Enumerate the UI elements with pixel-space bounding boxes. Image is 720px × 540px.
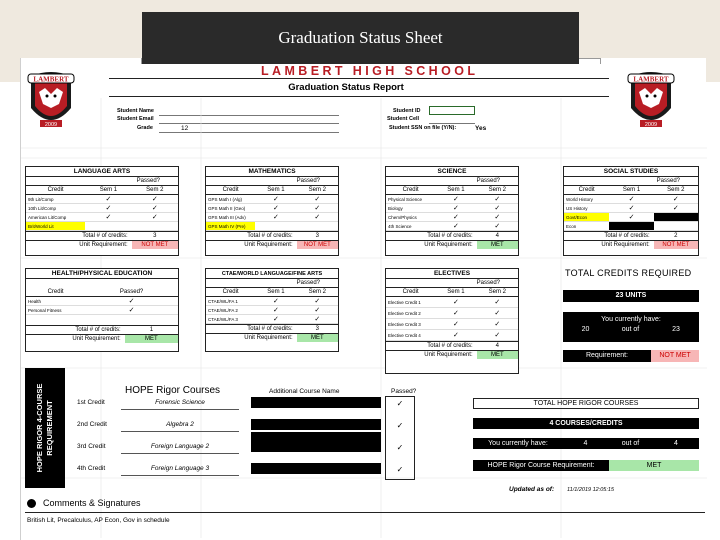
check-icon[interactable]: ✓ xyxy=(151,214,158,221)
course-name[interactable]: Foreign Language 2 xyxy=(121,440,239,454)
check-icon[interactable]: ✓ xyxy=(494,223,501,230)
check-icon[interactable]: ✓ xyxy=(453,321,459,328)
science-requirement xyxy=(386,240,518,249)
hope-row-4 xyxy=(77,462,239,475)
col-credit: Credit xyxy=(402,289,419,295)
check-icon[interactable]: ✓ xyxy=(494,205,501,212)
col-credit: Credit xyxy=(47,187,64,193)
requirement-label: Requirement: xyxy=(563,350,651,362)
credit-name: GPS Math I (Alg) xyxy=(208,197,243,202)
check-icon[interactable]: ✓ xyxy=(314,307,321,314)
check-icon[interactable]: ✓ xyxy=(396,421,404,430)
slide-title: Graduation Status Sheet xyxy=(278,28,443,47)
credit-name: Elective Credit 4 xyxy=(388,333,421,338)
status-badge: NOT MET xyxy=(654,241,698,249)
col-sem2: Sem 2 xyxy=(488,187,506,193)
credit-name: Personal Fitness xyxy=(28,308,62,313)
mathematics-title: MATHEMATICS xyxy=(206,167,338,177)
credit-name: US History xyxy=(566,206,588,211)
col-sem2: Sem 2 xyxy=(308,289,326,295)
check-icon[interactable]: ✓ xyxy=(151,205,158,212)
status-badge: NOT MET xyxy=(651,350,699,362)
col-sem2: Sem 2 xyxy=(667,187,685,193)
comments-text[interactable]: British Lit, Precalculus, AP Econ, Gov in schedule xyxy=(27,517,170,524)
credit-label: 1st Credit xyxy=(77,399,105,406)
science-column-headers xyxy=(386,186,518,195)
total-credits-requirement xyxy=(563,350,699,362)
student-ssn-value: Yes xyxy=(475,125,487,132)
logo-right-text: LAMBERT xyxy=(633,75,669,84)
credit-name: Elective Credit 1 xyxy=(388,300,421,305)
table-row xyxy=(386,297,518,308)
table-row xyxy=(206,204,338,213)
social-studies-title: SOCIAL STUDIES xyxy=(564,167,698,177)
check-icon[interactable]: ✓ xyxy=(672,196,679,203)
student-email-label: Student Email xyxy=(117,116,154,122)
report-title: Graduation Status Report xyxy=(288,82,404,93)
language-arts-passed-header: Passed? xyxy=(26,177,178,186)
total-value: 1 xyxy=(149,327,154,333)
table-row xyxy=(386,222,518,231)
total-label: Total # of credits: xyxy=(427,233,473,239)
req-label: Unit Requirement: xyxy=(244,242,293,248)
mathematics-passed-header: Passed? xyxy=(206,177,338,186)
out-of-label: out of xyxy=(621,440,640,447)
mathematics-table xyxy=(205,166,339,256)
total-label: Total # of credits: xyxy=(427,343,473,349)
total-value: 3 xyxy=(315,233,319,239)
student-cell-label: Student Cell xyxy=(387,116,420,122)
table-row xyxy=(206,306,338,315)
language-arts-title: LANGUAGE ARTS xyxy=(26,167,178,177)
student-id-label: Student ID xyxy=(393,108,421,114)
credit-label: 4th Credit xyxy=(77,465,106,472)
col-sem1: Sem 1 xyxy=(267,187,285,193)
language-arts-total xyxy=(26,231,178,240)
out-of-value: 23 xyxy=(672,326,680,333)
electives-passed-header: Passed? xyxy=(386,279,518,288)
check-icon[interactable]: ✓ xyxy=(105,214,112,221)
check-icon[interactable]: ✓ xyxy=(396,443,404,452)
you-have-label: You currently have: xyxy=(488,440,548,447)
student-cell-field[interactable] xyxy=(429,123,475,124)
hope-row-3 xyxy=(77,440,239,453)
table-row xyxy=(386,319,518,330)
hope-side-label xyxy=(25,368,65,488)
table-row xyxy=(26,297,178,306)
check-icon[interactable]: ✓ xyxy=(151,196,158,203)
electives-total xyxy=(386,341,518,350)
logo-left-year: 2009 xyxy=(44,122,58,128)
mathematics-total xyxy=(206,231,338,240)
additional-course-field-3[interactable] xyxy=(251,441,381,452)
sem2-cell[interactable] xyxy=(132,222,178,230)
col-credit: Credit xyxy=(578,187,595,193)
sem2-cell[interactable] xyxy=(654,222,698,230)
check-icon[interactable]: ✓ xyxy=(105,196,112,203)
student-name-field[interactable] xyxy=(159,115,339,116)
table-row xyxy=(206,297,338,306)
out-of-label: out of xyxy=(621,326,640,333)
status-badge: MET xyxy=(477,351,518,359)
hope-row-2 xyxy=(77,418,239,431)
req-label: Unit Requirement: xyxy=(72,336,121,342)
course-name[interactable]: Algebra 2 xyxy=(121,418,239,432)
req-label: Unit Requirement: xyxy=(424,242,473,248)
hope-requirement-row xyxy=(473,460,699,471)
electives-title: ELECTIVES xyxy=(386,269,518,279)
credit-name: Elective Credit 2 xyxy=(388,311,421,316)
check-icon[interactable]: ✓ xyxy=(273,307,279,314)
check-icon[interactable]: ✓ xyxy=(494,321,501,328)
table-row xyxy=(206,195,338,204)
table-row xyxy=(564,222,698,231)
hope-side-label-line1: HOPE RIGOR 4-COURSE xyxy=(35,383,44,473)
out-of-value: 4 xyxy=(674,440,678,447)
credit-name: GPS Math III (Adv) xyxy=(208,215,246,220)
lambert-logo-right xyxy=(625,68,677,134)
table-row xyxy=(386,330,518,341)
requirement-label: HOPE Rigor Course Requirement: xyxy=(473,460,609,471)
electives-column-headers xyxy=(386,288,518,297)
col-sem1: Sem 1 xyxy=(99,187,118,193)
student-email-field[interactable] xyxy=(159,123,339,124)
check-icon[interactable]: ✓ xyxy=(628,214,635,221)
col-sem1: Sem 1 xyxy=(267,289,285,295)
req-label: Unit Requirement: xyxy=(424,352,473,358)
req-label: Unit Requirement: xyxy=(244,335,293,341)
total-value: 4 xyxy=(495,343,499,349)
check-icon[interactable]: ✓ xyxy=(105,205,112,212)
health-pe-spacer xyxy=(26,279,178,288)
check-icon[interactable]: ✓ xyxy=(273,316,279,323)
credit-name: Physical Science xyxy=(388,197,423,202)
hope-side-label-line2: REQUIREMENT xyxy=(45,400,54,456)
col-credit: Credit xyxy=(47,289,64,295)
total-label: Total # of credits: xyxy=(604,233,650,239)
health-pe-total xyxy=(26,325,178,334)
table-row xyxy=(26,306,178,315)
mathematics-column-headers xyxy=(206,186,338,195)
lambert-logo-left xyxy=(25,68,77,134)
check-icon[interactable]: ✓ xyxy=(396,399,404,408)
header-rule xyxy=(109,78,609,79)
status-badge: NOT MET xyxy=(132,241,178,249)
science-total xyxy=(386,231,518,240)
credit-name: Chem/Physics xyxy=(388,215,417,220)
table-row xyxy=(26,195,178,204)
updated-label: Updated as of: xyxy=(509,486,555,493)
check-icon[interactable]: ✓ xyxy=(453,205,459,212)
ctae-total xyxy=(206,324,338,333)
sem2-cell[interactable] xyxy=(297,222,338,230)
check-icon[interactable]: ✓ xyxy=(314,205,321,212)
school-name: LAMBERT HIGH SCHOOL xyxy=(261,64,479,78)
check-icon[interactable]: ✓ xyxy=(453,214,459,221)
check-icon[interactable]: ✓ xyxy=(494,214,501,221)
check-icon[interactable]: ✓ xyxy=(494,332,501,339)
hope-total-title: TOTAL HOPE RIGOR COURSES xyxy=(473,398,699,409)
health-pe-table xyxy=(25,268,179,352)
check-icon[interactable]: ✓ xyxy=(453,310,459,317)
grade-field-line xyxy=(159,132,339,133)
check-icon[interactable]: ✓ xyxy=(128,307,135,314)
grade-label: Grade xyxy=(137,125,153,131)
table-row xyxy=(386,308,518,319)
table-row xyxy=(206,213,338,222)
additional-course-field-4[interactable] xyxy=(251,463,381,474)
total-credits-units: 23 UNITS xyxy=(563,290,699,302)
social-studies-table xyxy=(563,166,699,256)
hope-title: HOPE Rigor Courses xyxy=(125,385,221,396)
credit-name: CTAE/WL/FA 3 xyxy=(208,317,238,322)
check-icon[interactable]: ✓ xyxy=(672,205,679,212)
check-icon[interactable]: ✓ xyxy=(314,298,321,305)
check-icon[interactable]: ✓ xyxy=(314,196,321,203)
social-studies-requirement xyxy=(564,240,698,249)
electives-requirement xyxy=(386,350,518,359)
table-row xyxy=(26,213,178,222)
health-pe-spacer-2 xyxy=(26,315,178,325)
credit-label: 3rd Credit xyxy=(77,443,106,450)
sem1-cell[interactable] xyxy=(85,222,131,230)
ctae-passed-header: Passed? xyxy=(206,279,338,288)
you-have-label: You currently have: xyxy=(601,316,661,323)
slide-title-bar xyxy=(142,12,579,64)
hope-passed-column xyxy=(385,396,415,480)
total-value: 2 xyxy=(674,233,678,239)
status-badge: MET xyxy=(297,334,338,342)
total-label: Total # of credits: xyxy=(247,233,293,239)
status-badge: MET xyxy=(477,241,518,249)
total-label: Total # of credits: xyxy=(82,233,128,239)
col-passed: Passed? xyxy=(119,289,144,295)
hope-passed-label: Passed? xyxy=(391,388,417,395)
logo-right-year: 2009 xyxy=(644,122,658,128)
table-row xyxy=(564,204,698,213)
table-row xyxy=(386,204,518,213)
total-label: Total # of credits: xyxy=(247,326,293,332)
hope-you-have-row xyxy=(473,438,699,449)
col-sem1: Sem 1 xyxy=(447,289,465,295)
total-value: 3 xyxy=(153,233,157,239)
check-icon[interactable]: ✓ xyxy=(494,196,501,203)
check-icon[interactable]: ✓ xyxy=(453,332,459,339)
credit-name: 9th Lit/Comp xyxy=(28,197,54,202)
credit-name: CTAE/WL/FA 2 xyxy=(208,308,238,313)
check-icon[interactable]: ✓ xyxy=(453,223,459,230)
check-icon[interactable]: ✓ xyxy=(273,196,279,203)
additional-course-field-1[interactable] xyxy=(251,397,381,408)
social-studies-passed-header: Passed? xyxy=(564,177,698,186)
table-row xyxy=(206,222,338,231)
credit-name: Econ xyxy=(566,224,577,229)
sem2-cell[interactable] xyxy=(654,213,698,221)
credit-name: Elective Credit 3 xyxy=(388,322,421,327)
comments-bullet-icon xyxy=(27,499,36,508)
language-arts-column-headers xyxy=(26,186,178,195)
credit-name: Brit/World Lit xyxy=(26,222,85,230)
check-icon[interactable]: ✓ xyxy=(396,465,404,474)
req-label: Unit Requirement: xyxy=(79,242,128,248)
credit-name: World History xyxy=(566,197,593,202)
table-row xyxy=(386,213,518,222)
ctae-column-headers xyxy=(206,288,338,297)
table-row xyxy=(564,213,698,222)
col-sem2: Sem 2 xyxy=(308,187,326,193)
health-pe-title: HEALTH/PHYSICAL EDUCATION xyxy=(26,269,178,279)
table-row xyxy=(206,315,338,324)
col-sem2: Sem 2 xyxy=(488,289,506,295)
student-name-label: Student Name xyxy=(117,108,154,114)
sem1-cell[interactable] xyxy=(609,222,653,230)
credit-label: 2nd Credit xyxy=(77,421,107,428)
credit-name: Health xyxy=(28,299,42,304)
credit-name: American Lit/Comp xyxy=(28,215,67,220)
sem1-cell[interactable] xyxy=(255,222,296,230)
check-icon[interactable]: ✓ xyxy=(128,298,135,305)
check-icon[interactable]: ✓ xyxy=(494,310,501,317)
science-title: SCIENCE xyxy=(386,167,518,177)
additional-course-field-2[interactable] xyxy=(251,419,381,430)
comments-divider xyxy=(25,512,705,513)
comments-title: Comments & Signatures xyxy=(43,498,141,508)
check-icon[interactable]: ✓ xyxy=(628,205,635,212)
status-badge: MET xyxy=(609,460,699,471)
credit-name: 4th Science xyxy=(388,224,412,229)
check-icon[interactable]: ✓ xyxy=(273,214,279,221)
check-icon[interactable]: ✓ xyxy=(453,196,459,203)
header-rule-2 xyxy=(109,96,609,97)
language-arts-requirement xyxy=(26,240,178,249)
total-label: Total # of credits: xyxy=(75,327,121,333)
table-row xyxy=(386,195,518,204)
col-sem2: Sem 2 xyxy=(146,187,164,193)
col-sem1: Sem 1 xyxy=(447,187,465,193)
col-credit: Credit xyxy=(222,289,239,295)
electives-table xyxy=(385,268,519,374)
additional-course-label: Additional Course Name xyxy=(269,388,340,395)
req-label: Unit Requirement: xyxy=(601,242,650,248)
language-arts-table xyxy=(25,166,179,256)
hope-total-units: 4 COURSES/CREDITS xyxy=(473,418,699,429)
student-ssn-label: Student SSN on file (Y/N): xyxy=(389,125,457,131)
ctae-requirement xyxy=(206,333,338,342)
check-icon[interactable]: ✓ xyxy=(273,205,279,212)
col-credit: Credit xyxy=(402,187,419,193)
check-icon[interactable]: ✓ xyxy=(273,298,279,305)
health-pe-requirement xyxy=(26,334,178,343)
check-icon[interactable]: ✓ xyxy=(494,299,501,306)
ctae-title: CTAE/WORLD LANGUAGE/FINE ARTS xyxy=(206,269,338,279)
col-sem1: Sem 1 xyxy=(622,187,641,193)
updated-value: 11/1/2019 12:05:15 xyxy=(567,487,614,493)
check-icon[interactable]: ✓ xyxy=(453,299,459,306)
total-value: 4 xyxy=(495,233,499,239)
check-icon[interactable]: ✓ xyxy=(314,316,321,323)
science-table xyxy=(385,166,519,256)
graduation-status-sheet xyxy=(20,58,706,540)
science-passed-header: Passed? xyxy=(386,177,518,186)
col-credit: Credit xyxy=(222,187,239,193)
student-id-field[interactable] xyxy=(429,106,475,115)
health-pe-column-headers xyxy=(26,288,178,297)
credit-name: Govt/Econ xyxy=(564,213,609,221)
credit-name: Biology xyxy=(388,206,403,211)
credit-name: 10th Lit/Comp xyxy=(28,206,57,211)
check-icon[interactable]: ✓ xyxy=(628,196,635,203)
grade-value: 12 xyxy=(181,125,189,132)
status-badge: MET xyxy=(125,335,178,343)
mathematics-requirement xyxy=(206,240,338,249)
social-studies-total xyxy=(564,231,698,240)
have-value: 20 xyxy=(581,326,590,333)
check-icon[interactable]: ✓ xyxy=(314,214,321,221)
total-credits-panel xyxy=(563,312,699,342)
table-row xyxy=(564,195,698,204)
course-name[interactable]: Forensic Science xyxy=(121,396,239,410)
hope-row-1 xyxy=(77,396,239,409)
total-value: 3 xyxy=(315,326,319,332)
social-studies-column-headers xyxy=(564,186,698,195)
logo-left-text: LAMBERT xyxy=(33,75,69,84)
table-row xyxy=(26,204,178,213)
credit-name: CTAE/WL/FA 1 xyxy=(208,299,238,304)
have-value: 4 xyxy=(583,440,588,447)
ctae-table xyxy=(205,268,339,352)
credit-name: GPS Math II (Geo) xyxy=(208,206,246,211)
status-badge: NOT MET xyxy=(297,241,338,249)
credit-name: GPS Math IV (Pre) xyxy=(206,222,255,230)
table-row xyxy=(26,222,178,231)
total-credits-title: TOTAL CREDITS REQUIRED xyxy=(565,268,692,278)
course-name[interactable]: Foreign Language 3 xyxy=(121,462,239,476)
